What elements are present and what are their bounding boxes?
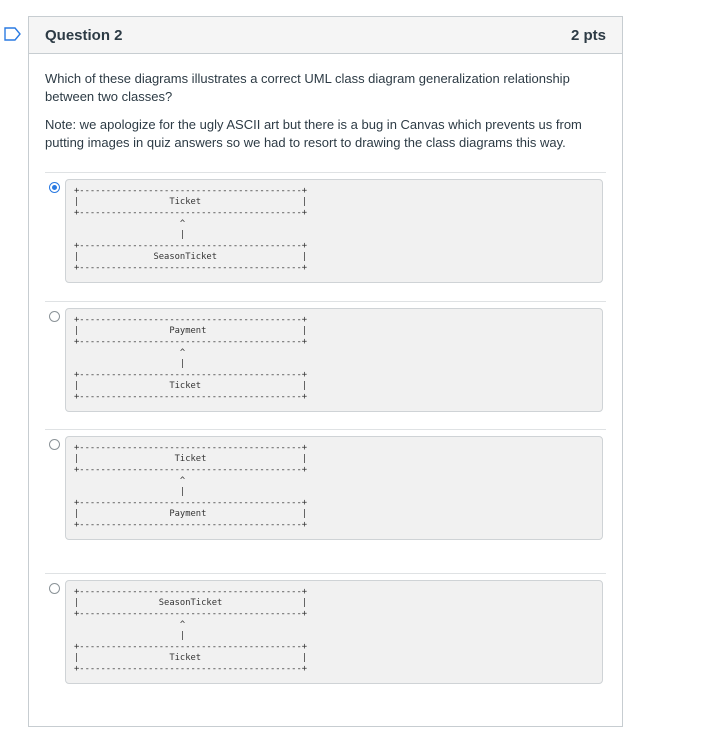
answer-radio-4[interactable] bbox=[49, 583, 60, 594]
answer-option-1[interactable] bbox=[45, 172, 606, 301]
question-text bbox=[45, 70, 606, 152]
answer-diagram-box-3 bbox=[65, 436, 603, 540]
answer-diagram-box-4 bbox=[65, 580, 603, 684]
answer-diagram-box-1 bbox=[65, 179, 603, 283]
answer-radio-2[interactable] bbox=[49, 311, 60, 322]
question-note: Note: we apologize for the ugly ASCII art but there is a bug in Canvas which prevents us from putting images in quiz answers so we had to resort to drawing the class diagrams this way. bbox=[45, 117, 582, 150]
answer-option-2[interactable] bbox=[45, 301, 606, 429]
answer-radio-3[interactable] bbox=[49, 439, 60, 450]
answer-diagram-box-2 bbox=[65, 308, 603, 412]
question-header bbox=[29, 17, 622, 54]
answer-list bbox=[45, 172, 606, 693]
flag-question-icon[interactable] bbox=[4, 27, 22, 41]
answer-diagram-2: +------------------------------------------+ | Payment | +------------------------------------------+ ^ | +------------------------------------------+ | Ticket | +------------------------------------------+ bbox=[74, 315, 308, 402]
answer-radio-1[interactable] bbox=[49, 182, 60, 193]
question-body bbox=[29, 54, 622, 693]
answer-diagram-1: +------------------------------------------+ | Ticket | +------------------------------------------+ ^ | +------------------------------------------+ | SeasonTicket | +------------------------------------------+ bbox=[74, 186, 308, 273]
question-title: Question 2 bbox=[45, 26, 123, 44]
answer-diagram-4: +------------------------------------------+ | SeasonTicket | +------------------------------------------+ ^ | +------------------------------------------+ | Ticket | +------------------------------------------+ bbox=[74, 587, 308, 674]
question-card bbox=[28, 16, 623, 727]
question-points: 2 pts bbox=[570, 26, 606, 44]
answer-option-4[interactable] bbox=[45, 573, 606, 693]
answer-diagram-3: +------------------------------------------+ | Ticket | +------------------------------------------+ ^ | +------------------------------------------+ | Payment | +------------------------------------------+ bbox=[74, 443, 308, 530]
question-prompt: Which of these diagrams illustrates a correct UML class diagram generalization relationship between two classes? bbox=[45, 71, 570, 104]
answer-option-3[interactable] bbox=[45, 429, 606, 573]
